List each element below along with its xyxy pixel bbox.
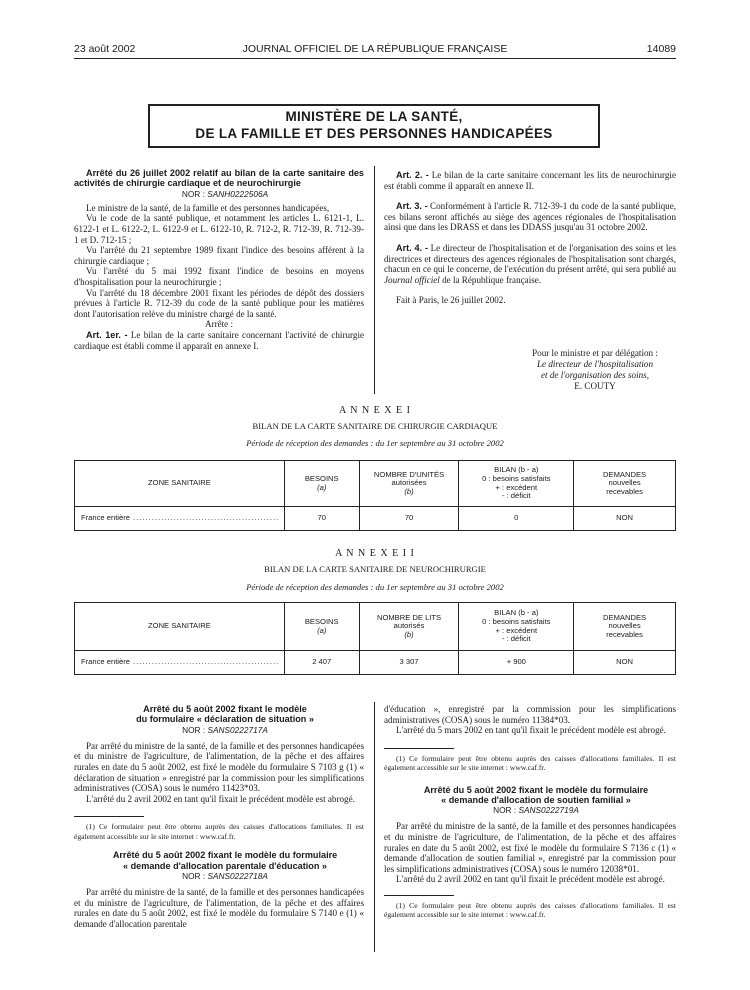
- arrete1-para-3: Vu l'arrêté du 5 mai 1992 fixant l'indice de besoins en moyens d'hospitalisation pour la neurochirurgie ;: [74, 266, 364, 287]
- arrete1-art4: [384, 243, 676, 285]
- soutien-nor: NOR : SANS0222719A: [493, 805, 579, 816]
- signature-line3: et de l'organisation des soins,: [541, 370, 649, 380]
- situation-footnote: (1) Ce formulaire peut être obtenu auprès des caisses d'allocations familiales. Il est également accessible sur le site internet : www.caf.fr.: [74, 822, 364, 841]
- annexe1-col-zone: ZONE SANITAIRE: [75, 461, 285, 507]
- annexe2-col-units: NOMBRE DE LITS autorisés (b): [359, 603, 459, 651]
- parentale-para-2: L'arrêté du 5 mars 2002 en tant qu'il fixait le précédent modèle est abrogé.: [396, 725, 666, 736]
- signature-line1: Pour le ministre et par délégation :: [532, 348, 658, 358]
- situation-nor-code: SANS0222717A: [207, 724, 268, 735]
- situation-para-2: L'arrêté du 2 avril 2002 en tant qu'il fixait le précédent modèle est abrogé.: [86, 793, 355, 804]
- arrete1-para-4: Vu l'arrêté du 18 décembre 2001 fixant les périodes de dépôt des dossiers prévues à l'article R. 712-39 du code de la santé publique pour les matières dont l'autorisation relève du ministre chargé de la santé.: [74, 287, 364, 319]
- annexe1-row-bilan: 0: [459, 507, 574, 531]
- header-date: 23 août 2002: [74, 43, 136, 55]
- annexe2-col-bilan: BILAN (b - a) 0 : besoins satisfaits + : excédent - : déficit: [459, 603, 574, 651]
- arrete1-art1-label: Art. 1er. -: [86, 329, 128, 340]
- annexe1-col-bilan: BILAN (b - a) 0 : besoins satisfaits + : excédent - : déficit: [459, 461, 574, 507]
- soutien-title-line1: Arrêté du 5 août 2002 fixant le modèle du formulaire: [423, 784, 649, 795]
- header-journal: JOURNAL OFFICIEL DE LA RÉPUBLIQUE FRANÇAISE: [242, 43, 508, 55]
- soutien-title-line2: « demande d'allocation de soutien familial »: [441, 795, 631, 805]
- table-row: [75, 507, 676, 531]
- arrete1-art2-text: Le bilan de la carte sanitaire concernant les lits de neurochirurgie est établi comme il apparaît en annexe II.: [384, 170, 676, 191]
- annexe1-period: Période de réception des demandes : du 1er septembre au 31 octobre 2002: [246, 438, 504, 448]
- situation-title-line2: du formulaire « déclaration de situation »: [136, 714, 314, 725]
- annexe1-heading: A N N E X E I: [339, 405, 411, 416]
- arrete1-nor: NOR : SANH0222506A: [181, 188, 269, 199]
- annexe2-heading: A N N E X E I I: [335, 548, 415, 559]
- parentale-footnote: (1) Ce formulaire peut être obtenu auprès des caisses d'allocations familiales. Il est également accessible sur le site internet : www.caf.fr.: [384, 753, 676, 773]
- arrete1-title: Arrêté du 26 juillet 2002 relatif au bilan de la carte sanitaire des activités de chirurgie cardiaque et de neurochirurgie: [74, 168, 364, 189]
- arrete1-art1: [74, 330, 364, 351]
- header-page-number: 14089: [646, 43, 676, 55]
- situation-para-1: Par arrêté du ministre de la santé, de la famille et des personnes handicapées et du ministre de l'agriculture, de l'alimentation, de la pêche et des affaires rurales en date du 5 août 2002, est fixé le modèle du formulaire S 7103 g (1) « déclaration de situation » enregistré par la commission pour les simplifications administratives (COSA) sous le numéro 11423*03.: [74, 740, 364, 794]
- situation-note-rule: [74, 816, 144, 817]
- arrete1-art2-label: Art. 2. -: [396, 170, 429, 180]
- annexe1-col-units: NOMBRE D'UNITÉS autorisées (b): [359, 461, 459, 507]
- annexe1-row-units: 70: [359, 507, 459, 531]
- parentale-para-1-left: Par arrêté du ministre de la santé, de la famille et des personnes handicapées et du ministre de l'agriculture, de l'alimentation, de la pêche et des affaires rurales en date du 5 août 2002, est fixé le modèle du formulaire S 7140 e (1) « demande d'allocation parentale: [74, 887, 364, 929]
- annexe2-row-zone: France entière ...............................................: [75, 651, 285, 675]
- annexe2-period: Période de réception des demandes : du 1er septembre au 31 octobre 2002: [246, 582, 504, 592]
- annexe2-row-units: 3 307: [359, 651, 459, 675]
- soutien-para-1: Par arrêté du ministre de la santé, de la famille et des personnes handicapées et du ministre de l'agriculture, de l'alimentation, de la pêche et des affaires rurales en date du 5 août 2002, est fixé le modèle du formulaire S 7136 c (1) « demande d'allocation de soutien familial », enregistré par la commission pour les simplifications administratives (COSA) sous le numéro 12038*01.: [384, 821, 676, 874]
- annexe2-row-demandes: NON: [574, 651, 676, 675]
- annexe2-col-zone: ZONE SANITAIRE: [75, 603, 285, 651]
- arrete1-para-2: Vu l'arrêté du 21 septembre 1989 fixant l'indice des besoins afférent à la chirurgie cardiaque ;: [74, 245, 364, 266]
- soutien-footnote: (1) Ce formulaire peut être obtenu auprès des caisses d'allocations familiales. Il est également accessible sur le site internet : www.caf.fr.: [384, 900, 676, 920]
- annexe1-table: [74, 460, 676, 531]
- arrete1-para-0: Le ministre de la santé, de la famille et des personnes handicapées,: [86, 202, 330, 213]
- arrete1-left-column: [74, 168, 364, 351]
- arrete1-art3: [384, 201, 676, 233]
- annexe1-header-row: [75, 461, 676, 507]
- arrete1-art4-label: Art. 4. -: [396, 242, 428, 253]
- parentale-title-line1: Arrêté du 5 août 2002 fixant le modèle du formulaire: [112, 850, 338, 861]
- annexe1-col-besoins: BESOINS (a): [284, 461, 359, 507]
- bottom-left-column: [74, 704, 364, 929]
- arrete1-art4-text-b: de la République française.: [439, 274, 542, 285]
- parentale-nor: NOR : SANS0222718A: [182, 871, 268, 881]
- arrete1-art4-text-a: Le directeur de l'hospitalisation et de l'organisation des soins et les directrices et directeurs des agences régionales de l'hospitalisation sont chargés, chacun en ce qui le concerne, de l'exécution du présent arrêté, qui sera publié au: [384, 242, 677, 275]
- annexe1-col-demandes: DEMANDES nouvelles recevables: [574, 461, 676, 507]
- signature-name: E. COUTY: [574, 381, 616, 391]
- table-row: [75, 651, 676, 675]
- parentale-para-1-right: d'éducation », enregistré par la commission pour les simplifications administratives (COSA) sous le numéro 11384*03.: [384, 704, 676, 725]
- ministry-title-line2: DE LA FAMILLE ET DES PERSONNES HANDICAPÉES: [195, 126, 553, 141]
- ministry-title-line1: MINISTÈRE DE LA SANTÉ,: [285, 109, 463, 124]
- situation-nor: NOR : SANS0222717A: [182, 724, 268, 735]
- arrete1-signature: [470, 348, 720, 392]
- annexe2-row-besoins: 2 407: [284, 651, 359, 675]
- arrete1-para-1: Vu le code de la santé publique, et notamment les articles L. 6121-1, L. 6122-1 et L. 6122-2, L. 6122-9 et L. 6122-10, R. 712-2, R. 712-39, R. 712-39-1 et D. 712-15 ;: [74, 213, 364, 245]
- parentale-title-line2: « demande d'allocation parentale d'éducation »: [123, 860, 327, 871]
- arrete1-right-column: [384, 170, 676, 306]
- annexe2-row-bilan: + 900: [459, 651, 574, 675]
- annexe2-col-besoins: BESOINS (a): [284, 603, 359, 651]
- soutien-para-2: L'arrêté du 2 avril 2002 en tant qu'il fixait le précédent modèle est abrogé.: [396, 874, 665, 885]
- soutien-note-rule: [384, 895, 454, 896]
- column-divider-top: [374, 166, 375, 394]
- annexe1-title: BILAN DE LA CARTE SANITAIRE DE CHIRURGIE CARDIAQUE: [252, 421, 498, 431]
- annexe1-row-demandes: NON: [574, 507, 676, 531]
- annexe2-table: [74, 602, 676, 675]
- soutien-nor-code: SANS0222719A: [518, 805, 579, 816]
- column-divider-bottom: [374, 702, 375, 952]
- annexe2-title: BILAN DE LA CARTE SANITAIRE DE NEUROCHIRURGIE: [264, 564, 486, 574]
- arrete1-art4-journal: Journal officiel: [384, 274, 440, 285]
- signature-line2: Le directeur de l'hospitalisation: [536, 359, 654, 369]
- annexe1-row-besoins: 70: [284, 507, 359, 531]
- bottom-right-column: [384, 704, 676, 920]
- header-rule: [74, 58, 676, 59]
- ministry-title-box: [148, 104, 600, 148]
- situation-title-line1: Arrêté du 5 août 2002 fixant le modèle: [143, 704, 307, 714]
- arrete1-art2: [384, 170, 676, 191]
- annexe2-header-row: [75, 603, 676, 651]
- parentale-note-rule: [384, 748, 454, 749]
- arrete1-nor-code: SANH0222506A: [207, 188, 269, 199]
- arrete1-art1-text: Le bilan de la carte sanitaire concernant l'activité de chirurgie cardiaque est établi comme il apparaît en annexe I.: [74, 329, 365, 351]
- arrete1-art3-text: Conformément à l'article R. 712-39-1 du code de la santé publique, ces bilans seront affichés au siège des agences régionales de l'hospitalisation ainsi que dans les DRASS et dans les DDASS jusqu'au 31 octobre 2002.: [384, 201, 676, 233]
- arrete1-art3-label: Art. 3. -: [396, 201, 428, 212]
- parentale-nor-code: SANS0222718A: [207, 871, 268, 881]
- annexe1-row-zone: France entière ...............................................: [75, 507, 285, 531]
- arrete1-fait: Fait à Paris, le 26 juillet 2002.: [396, 295, 506, 306]
- arrete1-arrete-label: Arrête :: [204, 319, 234, 330]
- annexe2-col-demandes: DEMANDES nouvelles recevables: [574, 603, 676, 651]
